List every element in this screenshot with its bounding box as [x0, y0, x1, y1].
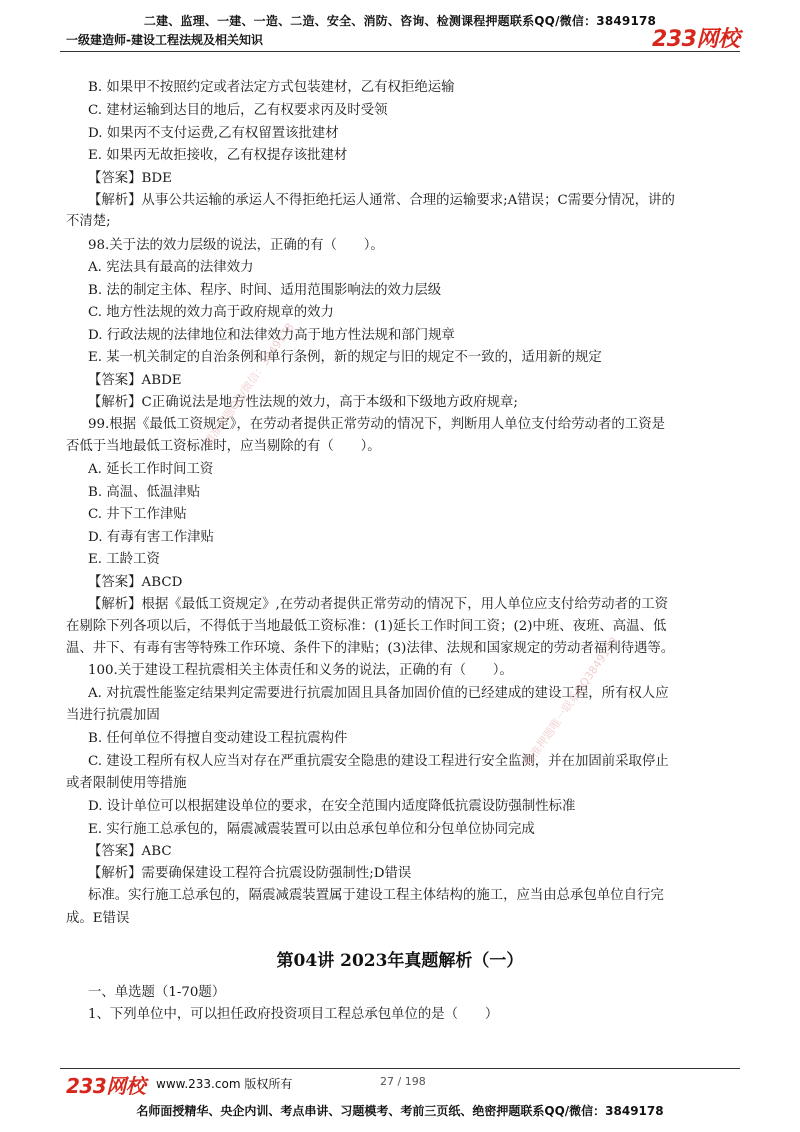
section-q1-stem: 1、下列单位中，可以担任政府投资项目工程总承包单位的是（ ）	[88, 1007, 499, 1022]
q98-option-a: A. 宪法具有最高的法律效力	[88, 260, 254, 275]
q99-option-e: E. 工龄工资	[88, 552, 160, 567]
q100-option-a-line-1: A. 对抗震性能鉴定结果判定需要进行抗震加固且具备加固价值的已经建成的建设工程，所有权人应	[88, 686, 669, 701]
q99-stem-line-2: 否低于当地最低工资标准时，应当剔除的有（ ）。	[66, 439, 381, 454]
q99-answer: 【答案】ABCD	[88, 575, 183, 590]
q98-answer: 【答案】ABDE	[88, 373, 182, 388]
q97-option-b: B. 如果甲不按照约定或者法定方式包装建材，乙有权拒绝运输	[88, 80, 455, 95]
brand-logo-text: 233网校	[652, 27, 740, 52]
q99-analysis-line-1: 【解析】根据《最低工资规定》,在劳动者提供正常劳动的情况下，用人单位应支付给劳动者的工资	[88, 597, 669, 612]
brand-logo	[652, 22, 739, 53]
q99-analysis-line-2: 在剔除下列各项以后，不得低于当地最低工资标准：(1)延长工作时间工资；(2)中班、夜班、高温、低	[66, 619, 667, 634]
q100-option-c-line-1: C. 建设工程所有权人应当对存在严重抗震安全隐患的建设工程进行安全监测，并在加固前采取停止	[88, 754, 669, 769]
q100-option-e: E. 实行施工总承包的，隔震减震装置可以由总承包单位和分包单位协同完成	[88, 822, 535, 837]
q99-stem-line-1: 99.根据《最低工资规定》，在劳动者提供正常劳动的情况下，判断用人单位支付给劳动者的工资是	[88, 417, 665, 432]
footer-divider	[60, 1068, 740, 1069]
q99-option-b: B. 高温、低温津贴	[88, 485, 201, 500]
footer-copyright: www.233.com 版权所有	[156, 1077, 293, 1091]
footer-ad-text: 名师面授精华、央企内训、考点串讲、习题模考、考前三页纸、绝密押题联系QQ/微信：3849178	[136, 1104, 664, 1118]
q100-analysis-line-2: 标准。实行施工总承包的，隔震减震装置属于建设工程主体结构的施工，应当由总承包单位自行完	[88, 888, 664, 903]
q98-option-b: B. 法的制定主体、程序、时间、适用范围影响法的效力层级	[88, 283, 442, 298]
watermark-text: 精准押题唯一联系QQ3849178	[521, 634, 621, 769]
q100-option-a-line-2: 当进行抗震加固	[66, 708, 160, 723]
header-ad-text: 二建、监理、一建、一造、二造、安全、消防、咨询、检测课程押题联系QQ/微信：3849178	[143, 14, 657, 28]
q99-option-d: D. 有毒有害工作津贴	[88, 530, 214, 545]
book-title: 一级建造师-建设工程法规及相关知识	[66, 33, 263, 47]
q99-option-a: A. 延长工作时间工资	[88, 462, 214, 477]
q98-analysis: 【解析】C正确说法是地方性法规的效力，高于本级和下级地方政府规章;	[88, 395, 518, 410]
section-subtitle: 一、单选题（1-70题）	[88, 985, 226, 1000]
footer-logo-text: 233网校	[66, 1074, 146, 1098]
q97-analysis-line-2: 不清楚;	[66, 214, 111, 229]
q97-analysis-line-1: 【解析】从事公共运输的承运人不得拒绝托运人通常、合理的运输要求;A错误；C需要分情况，讲的	[88, 193, 675, 208]
q99-option-c: C. 井下工作津贴	[88, 507, 187, 522]
watermark-text: 精准押题QQ/微信：3849178	[201, 320, 297, 449]
q100-analysis-line-1: 【解析】需要确保建设工程符合抗震设防强制性;D错误	[88, 866, 412, 881]
q97-option-c: C. 建材运输到达目的地后，乙有权要求丙及时受领	[88, 103, 388, 118]
q100-analysis-line-3: 成。E错误	[66, 911, 130, 926]
q100-answer: 【答案】ABC	[88, 844, 172, 859]
q97-answer: 【答案】BDE	[88, 171, 172, 186]
q99-analysis-line-3: 温、井下、有毒有害等特殊工作环境、条件下的津贴；(3)法律、法规和国家规定的劳动者福利待遇等。	[66, 641, 675, 656]
q100-option-d: D. 设计单位可以根据建设单位的要求，在安全范围内适度降低抗震设防强制性标准	[88, 799, 576, 814]
q98-option-d: D. 行政法规的法律地位和法律效力高于地方性法规和部门规章	[88, 328, 455, 343]
section-title: 第04讲 2023年真题解析（一）	[276, 951, 524, 971]
q97-option-e: E. 如果丙无故拒接收，乙有权提存该批建材	[88, 148, 348, 163]
q97-option-d: D. 如果丙不支付运费,乙有权留置该批建材	[88, 126, 339, 141]
q100-option-b: B. 任何单位不得擅自变动建设工程抗震构件	[88, 731, 348, 746]
q98-option-c: C. 地方性法规的效力高于政府规章的效力	[88, 305, 334, 320]
q98-stem: 98.关于法的效力层级的说法，正确的有（ ）。	[88, 238, 384, 253]
q100-option-c-line-2: 或者限制使用等措施	[66, 776, 187, 791]
q98-option-e: E. 某一机关制定的自治条例和单行条例，新的规定与旧的规定不一致的，适用新的规定	[88, 350, 602, 365]
page-number: 27 / 198	[380, 1075, 426, 1088]
header-divider	[60, 51, 740, 52]
footer-logo	[66, 1070, 145, 1099]
q100-stem: 100.关于建设工程抗震相关主体责任和义务的说法，正确的有（ ）。	[88, 663, 513, 678]
